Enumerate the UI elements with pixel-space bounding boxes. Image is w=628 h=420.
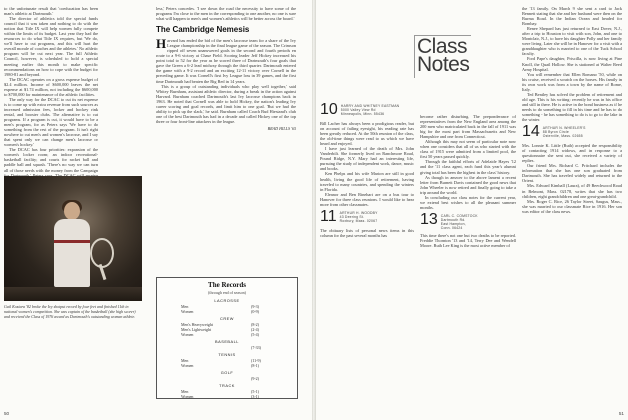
left-col1-para: The DCAC operates on a gross expense budget of $2.4 million. Income of $600,000 leaves the net expense at $1.74 million, not including the $600,000 to $700,000 for maintenance of the athletic facilities. <box>4 76 98 97</box>
athlete-photo <box>4 176 142 301</box>
left-col1-para: The director of athletics told the special funds council that it was taken and nothing to do with the notion that Title IX will help women fully compete within the limits of its budget. Last year they had the resources to do what Title IX requires, but 'We do, we'll have to cut programs, and this will hurt the overall morale of coaches and the athletes.' No athletic program will be cut next year. The full Athletic Council, however, is scheduled to hold a special meeting earlier this month to make specific recommendations on how to cope with the budget for 1980-81 and beyond. <box>4 16 98 77</box>
records-score: (9-2) <box>251 376 259 381</box>
left-col2-para: This is a group of outstanding individuals who play well together,' said Whitey Burnham, assistant athletic director, during a break in the action against Harvard. Burnham coached Dartmouth's last Ivy lacrosse champions back in 1963. He noted that Cornell was able to hold Hickey, the nation's leading Ivy career scoring and goal records, and limit him to one goal. 'But we had the ability to pick up the slack,' he said. Burnham called Coach Bud Hiestand's club one of the best Dartmouth has had in a decade and called Hickey one of the top three or four front-line attackers in the league. <box>156 83 296 124</box>
class-secretary-address: HARRY AND WHITNEY EASTMAN 5000 Valley View Rd Minneapolis, Minn. 55436 <box>340 104 400 117</box>
records-score: (9-3) <box>251 304 259 309</box>
class-notes-header <box>417 35 515 76</box>
right-col2-para: In concluding our class notes for the current year, we extend best wishes to all the pleasant summer months. <box>420 194 516 210</box>
drop-cap: H <box>156 36 167 52</box>
left-col1-para: The DCAC has four priorities: expansion of the women's locker room; an indoor recreational-basketball facility; and courts for racket ball and paddle ball and squash. 'There's no way we can turn all of those needs with the money from the Campaign <box>4 147 98 173</box>
racket-shape <box>90 238 114 268</box>
right-col3-para: the '13 family. On March 9 she sent a card to Jack Bennett stating that she and her husband were then on the Burma Road. In the Indian Ocean and headed for Bombay. <box>522 6 622 27</box>
class-notes-title-1: Class <box>417 35 468 58</box>
class-notes-title-2: Notes <box>417 53 470 76</box>
right-col2-para: Through the faithful efforts of Adelaide Hayes '12 and the '11 class agent, each fund this year's alumni giving total has been the highest in the class' history. <box>420 159 516 175</box>
records-row <box>167 376 287 381</box>
section-title: The Cambridge Nemesis <box>156 25 250 35</box>
right-col2-para: Although this may not seem of particular note now when one considers that all of us who started with the class of 1915 were admitted from a limited pool, the first 50 years passed quickly. <box>420 139 516 160</box>
class-heading-13 <box>420 212 516 230</box>
records-row <box>167 394 287 399</box>
records-sport-heading: BASEBALL <box>215 339 239 344</box>
right-column-2 <box>420 114 516 402</box>
records-team: Women <box>181 394 194 399</box>
records-team: Men's Heavyweight <box>181 322 213 327</box>
left-col1-para: to the unfortunate result that 'coeducation has been man's athletic at Dartmouth.' <box>4 6 98 17</box>
records-team <box>181 345 251 350</box>
records-team <box>181 376 251 381</box>
records-sport-heading: TRACK <box>219 383 235 388</box>
class-secretary-address: ARTHUR N. WHEELER'S 88 Byron Circle Osterville, Mass. 02655 <box>542 126 586 139</box>
records-sport-heading: CREW <box>220 316 234 321</box>
records-row <box>167 332 287 337</box>
records-score: (5-4) <box>251 332 259 337</box>
article-byline: BRAD HILLS '65 <box>267 125 296 131</box>
left-column-1 <box>4 6 98 172</box>
class-heading-11 <box>320 209 414 225</box>
right-col3-para: Mrs. Lonnie K. Little (Ruth) accepted the responsibility of contacting 1914 widows, and in response to a questionnaire she sent out, she received a variety of replies. <box>522 143 622 164</box>
records-title: The Records <box>208 281 246 289</box>
records-team: Women <box>181 309 194 314</box>
right-col2-para: become rather disturbing. The preponderance of representatives from the New England area among the 200 men who matriculated back in the fall of 1911 was big for the most part from Massachusetts and New Hampshire and one from Connecticut. <box>420 114 516 140</box>
right-col1-para: Eleanor and Ben Rinehart are on a bus tour to Hanover for three class reunions. I would like to hear more from other classmates. <box>320 191 414 207</box>
athlete-figure <box>52 202 92 292</box>
class-heading-10 <box>320 102 414 118</box>
records-score: (8-2) <box>251 322 259 327</box>
records-score: (7-33) <box>251 345 261 350</box>
records-row <box>167 309 287 314</box>
right-col3-para: Mrs. Edward Kimball (Laura), of 49 Beechwood Road in Belmont, Mass. 02178, writes that she has two children, eight grandchildren and one great-grandchild. <box>522 183 622 199</box>
right-col1-para: I have just learned of the death of Mrs. John Vanderbilt. She formerly lived on Ranchmore Road, Pound Ridge, N.Y. Mary had an interesting life, pursuing the study of independent work, dance, music and books. <box>320 146 414 172</box>
right-col1-para: Bill Lacher has always been a prodigious reader, but on account of failing eyesight, his reading rate has been greatly reduced. At the 50th reunion of the class, the old-time things were read to us which we have heard and enjoyed. <box>320 121 414 147</box>
photo-caption: Gail Koziara '82 broke the Ivy shotput record by four feet and finished 11th in national women's competition. She was captain of the basketball (she high scorer) and received the Class of 1976 award as Dartmouth's outstanding woman athlete. <box>4 304 136 319</box>
records-score: (0-9) <box>251 309 259 314</box>
page-number-left: 50 <box>4 411 10 416</box>
records-subtitle: (through end of season) <box>208 290 246 295</box>
records-list <box>157 298 297 399</box>
left-column-2 <box>156 6 296 274</box>
class-secretary-address: ARTHUR H. WOODBY 43 Deering St. Roxbury, Mass. 02067 <box>339 210 378 223</box>
records-team: Men's Lightweight <box>181 327 212 332</box>
records-team: Women <box>181 332 194 337</box>
right-col1-para: The obituary lists of personal news items in this column for the past several months has <box>320 227 414 238</box>
records-score: (5-1) <box>251 389 259 394</box>
page-number-right: 51 <box>618 411 624 416</box>
right-col2-para: As though in answer to the above lament a recent letter from Burnett Davis contained the good news that John Wheeler is now retired and finally going to take a trip around the world. <box>420 174 516 195</box>
right-page <box>316 0 628 420</box>
right-col2-para: This time there's not one but two deaths to be reported. Freddie Thornton '13 and '14, Terry Dee and Wendell Moore. Ruth Lee King is the most active member of <box>420 233 516 249</box>
class-number: 14 <box>522 123 540 141</box>
right-col3-para: Renee Shepard has just returned to East Dover, N.J., after a trip to Houston to visit with son, John, and one to Montclair, N.J., to have his daughter Polly and her family were living. Later she will be in Hanover for a visit with a granddaughter who is married to one of the Tuck School faculty. <box>522 26 622 57</box>
right-col3-para: Mrs. Roger C. Rice, 26 Taylor Street, Saugus, Mass., she was married to our classmate Rice in 1916. Her son was editor of the class news. <box>522 198 622 214</box>
records-score: (3-1) <box>251 394 259 399</box>
records-team: Men <box>181 389 189 394</box>
records-row <box>167 345 287 350</box>
left-page <box>0 0 312 420</box>
class-secretary-address: CARL C. COMSTOCK Dartmouth Rd. East Hampton, Conn. 06424 <box>440 213 478 231</box>
right-col3-para: Ted Bentley has solved the problem of retirement and old age. This is his writing: recently he was in his office and still in there. He is active in the bond business as if he needs to do something to fill in his time and he has to do something - he has something to do is to go to the lake in the winter. <box>522 91 622 123</box>
records-sport-heading: LACROSSE <box>214 298 240 303</box>
records-sport-heading: TENNIS <box>218 352 236 357</box>
left-col2-para: arvard has ended the bid of the men's lacrosse team for a share of the Ivy League championship in the final league game of the season. The Crimson ripped off seven unanswered goals in the second and fourth periods en route to a 9-6 victory at Chase Field. Scoring leader Jeff Hickey increased his point total to 52 for the year as he scored three of Dartmouth's four goals that gave the Green a 6-2 lead midway through the third quarter. Dartmouth entered the game with a 9-2 record and an exciting 12-11 victory over Cornell in the preceding game. It was Cornell's first Ivy League loss in 39 games, and the first time Dartmouth had beaten the Big Red in 14 years. <box>156 38 296 84</box>
records-row <box>167 363 287 368</box>
records-score: (11-9) <box>251 358 261 363</box>
class-heading-14 <box>522 124 622 140</box>
left-col2-para: less,' Peters concedes. 'I see down the road the necessity to have some of the programs I'm close to the men in the corresponding to one another, no one is sure what will happen to men's and women's athletics will be better across the board.' <box>156 6 296 22</box>
records-box <box>156 277 298 399</box>
left-col1-para: The only way for the DCAC to cut its net expense is to come up with extra revenue from such sources as increased admission fees, locker and hockey rink rental, and booster clubs. The alternative is to cut programs. If a program is cut, it would have to be a men's program, for as Peters says 'We have to do something from the rest of the program. It isn't right nowhere to cut men's and women's lacrosse, and I say that spent only we can change men's lacrosse or women's hockey.' <box>4 96 98 148</box>
records-team: Men <box>181 358 189 363</box>
right-column-3 <box>522 6 622 401</box>
right-col3-para: Ford Pape's daughter, Priscilla, is now living at Pine Knoll, the Quail Hollow. She is stationed at Walter Reed Army Hospital. <box>522 56 622 72</box>
right-col3-para: You will remember that Ellen Romano '50, while on his cruise, received a scratch on the horses. His family in its own work was from a town by the name of Rome, Italy. <box>522 71 622 92</box>
records-sport-heading: GOLF <box>220 370 234 375</box>
class-number: 10 <box>320 101 338 118</box>
records-team: Women <box>181 363 194 368</box>
records-score: (8-1) <box>251 363 259 368</box>
right-col1-para: Ken Phelps and his wife Marion are still in good health, living the good life of retirement, having traveled to many countries, and spending the winters in Florida. <box>320 171 414 192</box>
class-number: 13 <box>420 210 438 228</box>
class-number: 11 <box>320 207 337 225</box>
right-col3-para: Our friend Mrs. Richard C. Pritchard includes the information that she has one son graduated from Dartmouth. She has traveled widely and returned to the Orient. <box>522 163 622 184</box>
records-score: (2-4) <box>251 327 259 332</box>
right-column-1 <box>320 6 414 401</box>
records-team: Men <box>181 304 189 309</box>
